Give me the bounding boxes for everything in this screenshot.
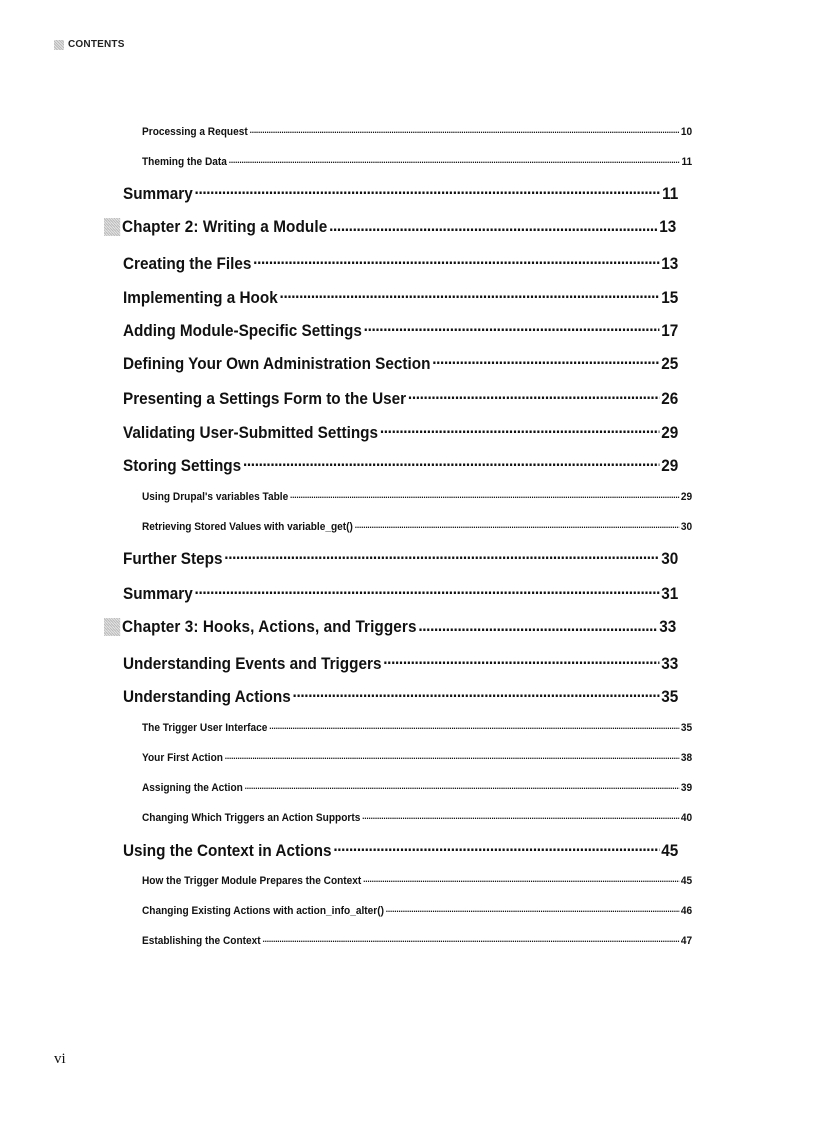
toc-entry[interactable] bbox=[142, 124, 692, 138]
dot-leader bbox=[363, 873, 679, 884]
toc-entry[interactable] bbox=[123, 454, 678, 476]
dot-leader bbox=[432, 352, 659, 369]
running-title: CONTENTS bbox=[68, 39, 125, 50]
toc-entry-title: Understanding Events and Triggers bbox=[123, 654, 382, 673]
dot-leader bbox=[229, 154, 680, 165]
toc-entry-title: Understanding Actions bbox=[123, 687, 291, 706]
toc-entry-page: 30 bbox=[661, 549, 679, 568]
page-number: vi bbox=[54, 1051, 66, 1067]
toc-entry-page: 33 bbox=[659, 617, 677, 636]
dot-leader bbox=[243, 454, 660, 471]
toc-chapter-entry[interactable] bbox=[104, 617, 676, 637]
toc-entry-page: 35 bbox=[680, 722, 693, 734]
toc-entry-title: Implementing a Hook bbox=[123, 288, 278, 307]
dot-leader bbox=[329, 219, 657, 236]
dot-leader bbox=[250, 124, 679, 135]
toc-entry-page: 45 bbox=[661, 841, 679, 860]
toc-entry[interactable] bbox=[142, 810, 692, 824]
dot-leader bbox=[408, 387, 660, 404]
toc-entry-title: How the Trigger Module Prepares the Context bbox=[142, 875, 362, 887]
dot-leader bbox=[224, 547, 659, 564]
toc-entry-title: Assigning the Action bbox=[142, 782, 243, 794]
toc-entry[interactable] bbox=[123, 685, 678, 707]
toc-entry-page: 33 bbox=[661, 654, 679, 673]
dot-leader bbox=[225, 750, 679, 761]
toc-entry-page: 15 bbox=[661, 288, 679, 307]
toc-entry-title: Changing Which Triggers an Action Supports bbox=[142, 812, 361, 824]
toc-entry-title: Adding Module-Specific Settings bbox=[123, 321, 362, 340]
toc-entry-title: Changing Existing Actions with action_info_alter() bbox=[142, 905, 384, 917]
toc-entry[interactable] bbox=[123, 182, 678, 204]
toc-entry-title: Processing a Request bbox=[142, 126, 248, 138]
toc-entry[interactable] bbox=[123, 652, 678, 674]
toc-entry[interactable] bbox=[142, 933, 692, 947]
dot-leader bbox=[383, 652, 659, 669]
toc-entry[interactable] bbox=[142, 780, 692, 794]
toc-entry-title: Your First Action bbox=[142, 752, 223, 764]
toc-entry-title: The Trigger User Interface bbox=[142, 722, 268, 734]
dot-leader bbox=[290, 489, 679, 500]
toc-entry-page: 11 bbox=[662, 184, 679, 203]
dot-leader bbox=[262, 933, 679, 944]
toc-entry[interactable] bbox=[142, 750, 692, 764]
toc-entry-page: 46 bbox=[680, 905, 693, 917]
toc-entry[interactable] bbox=[123, 582, 678, 604]
toc-entry-page: 29 bbox=[661, 456, 679, 475]
toc-entry-page: 11 bbox=[681, 156, 693, 168]
toc-entry-title: Presenting a Settings Form to the User bbox=[123, 389, 407, 408]
dot-leader bbox=[195, 582, 660, 599]
toc-entry-title: Using the Context in Actions bbox=[123, 841, 332, 860]
toc-entry-title: Validating User-Submitted Settings bbox=[123, 423, 379, 442]
toc-entry-title: Establishing the Context bbox=[142, 935, 261, 947]
toc-entry-page: 25 bbox=[661, 354, 679, 373]
toc-entry-title: Summary bbox=[123, 184, 193, 203]
toc-entry-title: Further Steps bbox=[123, 549, 223, 568]
toc-entry[interactable] bbox=[142, 720, 692, 734]
toc-entry[interactable] bbox=[142, 873, 692, 887]
dot-leader bbox=[355, 519, 679, 530]
dot-leader bbox=[364, 319, 660, 336]
toc-entry[interactable] bbox=[123, 319, 678, 341]
toc-entry-title: Chapter 2: Writing a Module bbox=[122, 217, 328, 236]
toc-entry-title: Creating the Files bbox=[123, 254, 252, 273]
dot-leader bbox=[380, 421, 660, 438]
toc-entry-page: 30 bbox=[680, 521, 693, 533]
toc-entry-page: 31 bbox=[661, 584, 679, 603]
toc-entry-title: Retrieving Stored Values with variable_get() bbox=[142, 521, 353, 533]
toc-entry-page: 13 bbox=[661, 254, 679, 273]
toc-entry-title: Storing Settings bbox=[123, 456, 242, 475]
toc-entry-page: 40 bbox=[680, 812, 693, 824]
toc-entry[interactable] bbox=[123, 286, 678, 308]
toc-entry[interactable] bbox=[123, 547, 678, 569]
toc-entry-page: 29 bbox=[661, 423, 679, 442]
toc-entry-page: 17 bbox=[661, 321, 679, 340]
toc-entry-title: Using Drupal's variables Table bbox=[142, 491, 289, 503]
dot-leader bbox=[245, 780, 679, 791]
toc-entry[interactable] bbox=[142, 903, 692, 917]
toc-entry-page: 26 bbox=[661, 389, 679, 408]
toc-entry[interactable] bbox=[123, 252, 678, 274]
toc-entry[interactable] bbox=[123, 421, 678, 443]
toc-entry-page: 13 bbox=[659, 217, 677, 236]
chapter-marker-icon bbox=[104, 218, 120, 236]
dot-leader bbox=[293, 685, 660, 702]
toc-entry-title: Theming the Data bbox=[142, 156, 227, 168]
toc-entry-title: Chapter 3: Hooks, Actions, and Triggers bbox=[122, 617, 417, 636]
toc-entry-title: Summary bbox=[123, 584, 193, 603]
toc-entry[interactable] bbox=[142, 489, 692, 503]
chapter-marker-icon bbox=[104, 618, 120, 636]
toc-entry-page: 29 bbox=[680, 491, 693, 503]
dot-leader bbox=[333, 839, 659, 856]
toc-entry-title: Defining Your Own Administration Section bbox=[123, 354, 431, 373]
toc-entry[interactable] bbox=[142, 519, 692, 533]
toc-entry-page: 38 bbox=[680, 752, 693, 764]
toc-entry-page: 39 bbox=[680, 782, 693, 794]
dot-leader bbox=[195, 182, 661, 199]
toc-entry[interactable] bbox=[142, 154, 692, 168]
dot-leader bbox=[280, 286, 660, 303]
toc-entry[interactable] bbox=[123, 387, 678, 409]
toc-entry-page: 35 bbox=[661, 687, 679, 706]
toc-chapter-entry[interactable] bbox=[104, 217, 676, 237]
dot-leader bbox=[418, 619, 657, 636]
toc-entry[interactable] bbox=[123, 839, 678, 861]
dot-leader bbox=[362, 810, 679, 821]
dot-leader bbox=[269, 720, 679, 731]
toc-entry-page: 10 bbox=[680, 126, 693, 138]
toc-entry[interactable] bbox=[123, 352, 678, 374]
toc-entry-page: 45 bbox=[680, 875, 693, 887]
dot-leader bbox=[386, 903, 679, 914]
toc-entry-page: 47 bbox=[680, 935, 693, 947]
dot-leader bbox=[253, 252, 659, 269]
